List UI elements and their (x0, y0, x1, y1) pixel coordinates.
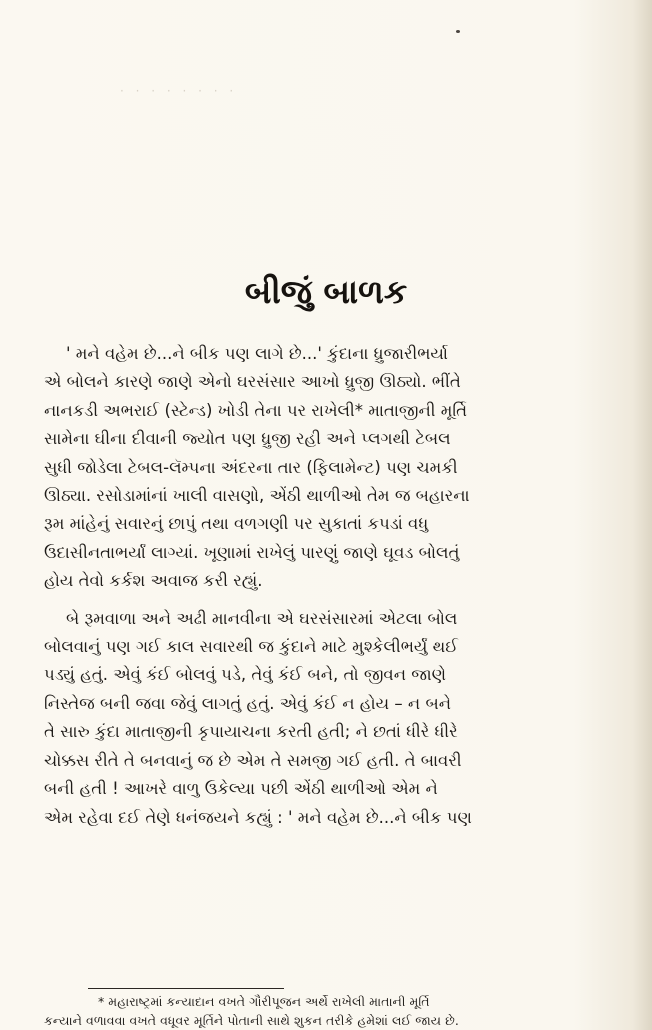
footnote-line: કન્યાને વળાવવા વખતે વધૂવર મૂર્તિને પોતાની સાથે શુકન તરીકે હમેશાં લઈ જાય છે. (44, 1013, 459, 1028)
chapter-title: બીજું બાળક (244, 272, 408, 311)
ink-speck (456, 30, 460, 33)
paragraph-1 (44, 340, 610, 596)
footnote-line: * મહારાષ્ટ્રમાં કન્યાદાન વખતે ગૌરીપૂજન અર્થે રાખેલી માતાની મૂર્તિ (98, 994, 430, 1009)
text-line: સુધી જોડેલા ટેબલ-લૅમ્પના અંદરના તાર (ફિલામેન્ટ) પણ ચમકી (44, 457, 458, 477)
text-line: રૂમ માંહેનું સવારનું છાપું તથા વળગણી પર સુકાતાં કપડાં વધુ (44, 514, 429, 534)
text-line: સામેના ઘીના દીવાની જ્યોત પણ ધ્રુજી રહી અને પ્લગથી ટેબલ (44, 429, 451, 449)
text-line: બે રૂમવાળા અને અઢી માનવીના એ ઘરસંસારમાં એટલા બોલ (66, 608, 458, 628)
text-line: નાનકડી અભરાઈ (સ્ટેન્ડ) ખોડી તેના પર રાખેલી* માતાજીની મૂર્તિ (44, 400, 468, 420)
text-line: એ બોલને કારણે જાણે એનો ઘરસંસાર આખો ધ્રુજી ઊઠ્યો. ભીંતે (44, 372, 461, 392)
text-line: નિસ્તેજ બની જવા જેવું લાગતું હતું. એવું કંઈ ન હોય – ન બને (44, 693, 451, 713)
text-line: ચોક્કસ રીતે તે બનવાનું જ છે એમ તે સમજી ગઈ હતી. તે બાવરી (44, 750, 462, 770)
footnote-rule (88, 988, 284, 989)
body-text (44, 340, 610, 832)
text-line: ' મને વહેમ છે...ને બીક પણ લાગે છે...' કુંદાના ધ્રુજારીભર્યા (66, 344, 448, 363)
text-line: તે સારુ કુંદા માતાજીની કૃપાયાચના કરતી હતી; ને છતાં ધીરે ધીરે (44, 722, 458, 742)
text-line: એમ રહેવા દઈ તેણે ધનંજયને કહ્યું : ' મને વહેમ છે...ને બીક પણ (44, 807, 472, 827)
text-line: ઉદાસીનતાભર્યાં લાગ્યાં. ખૂણામાં રાખેલું પારણું જાણે ઘૂવડ બોલતું (44, 542, 460, 562)
text-line: ઊઠ્યા. રસોડામાંનાં ખાલી વાસણો, એંઠી થાળીઓ તેમ જ બહારના (44, 486, 470, 506)
paragraph-2 (44, 605, 610, 832)
text-line: બની હતી ! આખરે વાળુ ઉકેલ્યા પછી એંઠી થાળીઓ એમ ને (44, 779, 438, 799)
faint-running-header: · · · · · · · · (120, 84, 238, 98)
text-line: હોય તેવો કર્કશ અવાજ કરી રહ્યું. (44, 571, 263, 591)
footnote (44, 992, 610, 1030)
text-line: બોલવાનું પણ ગઈ કાલ સવારથી જ કુંદાને માટે મુશ્કેલીભર્યું થઈ (44, 637, 459, 657)
text-line: પડ્યું હતું. એવું કંઈ બોલવું પડે, તેવું કંઈ બને, તો જીવન જાણે (44, 665, 447, 685)
